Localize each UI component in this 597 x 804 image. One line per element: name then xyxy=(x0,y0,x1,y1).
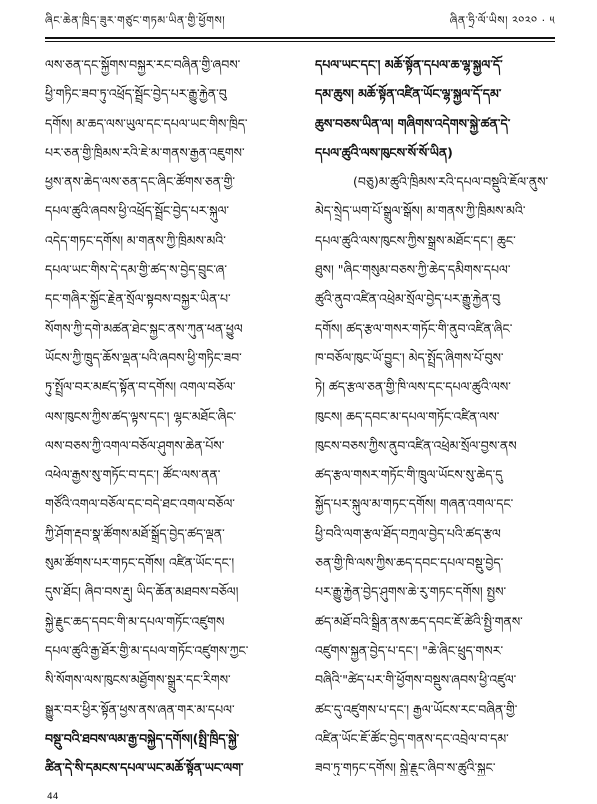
text-line: ཚད་མཐོ་བའི་སྒྲིན་ནས་ཆད་དབང་ཇོ་ཚེའི་སྤྱི་གནས་ xyxy=(315,613,523,629)
text-line: ཁུངས་བཅས་ཀྱིས་ནུབ་འཛིན་འཕྲེམ་སྲོལ་བྱས་ནས xyxy=(315,437,517,453)
text-line: ཏེ། ཚད་རྩལ་ཅན་གྱི་ཁི་ལས་དང་དཔལ་ཚུའི་ལས་ xyxy=(315,379,511,395)
text-line: ཆུས་བཅས་ཡིན་ལ། གཞིགས་འདེགས་སྐྱེ་ཚན་དེ་ xyxy=(315,115,511,131)
text-line: སྐྱོད་པར་སྐུལ་མ་གཏང་དགོས། གཞན་འགལ་དང་ xyxy=(315,496,514,512)
header-rule-thick xyxy=(45,37,555,39)
text-line: སྒྱུར་བར་ཕྱིར་སྟོན་ཕྱས་ནས་ཞན་གར་མ་དཔལ་ xyxy=(45,701,235,717)
text-line: དམ་ཆུས། མཆོ་སྟོན་འཛིན་ཡོང་ལྷ་སྐྱལ་དོ་དམ་ xyxy=(315,86,502,102)
text-line: པར་ཅན་གྱི་ཁྲིམས་རའི་ཇེ་མ་གནས་རྒྱན་འཇུགས་ xyxy=(45,144,245,160)
text-line: དཔལ་ཚུའི་རྒྱ་ཐོར་གྱི་མ་དཔལ་གཏོང་འཛུགས་ཀྱང་ xyxy=(45,642,249,658)
text-line: ཕྱི་གཏིང་ཟབ་ཏུ་འཕྲོད་སྦྲོང་བྱེད་པར་རྒྱུ་རྐྱེན་བུ xyxy=(45,86,227,102)
left-text-column xyxy=(45,50,285,776)
text-line: ཚང་དུ་འཛུགས་པ་དང་། རྒྱལ་ཡོངས་རང་བཞིན་གྱི་ xyxy=(315,701,518,717)
text-line: འདེད་གཏང་དགོས། མ་གནས་ཀྱི་ཁྲིམས་མའི་ xyxy=(45,232,226,248)
text-line: ལས་ཁུངས་ཀྱིས་ཚད་ལྟས་དང་། ལྷང་མཐོང་ཞིང་ xyxy=(45,408,237,424)
text-line: ཏུ་སྤྲོལ་བར་མཛད་སྟོན་བ་དགོས། འགལ་བཅོལ་ xyxy=(45,379,236,395)
text-line: དཔལ་ཡང་དང་། མཆོ་སྟོན་དཔལ་ཆ་ལྷ་སྐྱལ་དོ་ xyxy=(315,57,503,72)
text-line: འཛུགས་སྐྱན་བྱེད་པ་དང་། "ཆེ་ཞིང་ཕྲུད་གསར་ xyxy=(315,642,504,658)
text-line: ཅན་གྱི་ཁི་ལས་ཀྱིས་ཆད་དབང་དཔལ་བསྡུ་བྱེད་ xyxy=(315,555,504,571)
text-line: དགོས། ཚད་རྩལ་གསར་གཏོང་གི་ནུབ་འཛིན་ཞིང་ xyxy=(315,320,513,336)
text-line: ཡོངས་ཀྱི་ཁྲུད་ཆོས་ལྡན་པའི་ཞབས་ཕྱི་གཏིང་ཟབ་ xyxy=(45,349,242,365)
text-line: འཕེལ་རྒྱས་སུ་གཏོང་བ་དང་། ཚོང་ལས་ནན་ xyxy=(45,467,221,483)
text-line: སི་སོགས་ལས་ཁུངས་མཐྱོགས་སྒྲུར་དང་རིགས་ xyxy=(45,672,231,688)
text-line: དཔལ་ཡང་གིས་དེ་དམ་གྱི་ཚད་ས་བྱེད་བྲུང་ཞ་ xyxy=(45,262,227,278)
running-header xyxy=(45,10,555,36)
text-line: དང་གཞིར་སྐྱོང་རྗེན་སྲོལ་སྟབས་བསྐྱར་ཡིན་པ་ xyxy=(45,291,231,307)
text-line: ཁ་བཅོལ་ཁུང་ཡོ་བྱུང་། མེད་སྤྲོད་ཞིགས་པོ་བུས་ xyxy=(315,349,504,365)
text-line: (བཅུ)མ་ཚུའི་ཁྲིམས་རའི་དཔལ་བསྡུའི་ཇོལ་ནུས་ xyxy=(353,174,549,190)
text-line: སོགས་ཀྱི་དགེ་མཚན་ཐེང་སྐྱང་ནས་ཀུན་ཕན་ཕྱུལ xyxy=(45,320,243,336)
header-rule-thin xyxy=(45,41,555,42)
header-title: ཞིང་ཆེན་ཁྲིད་ཟུར་གཙུང་གཏམ་ཡིན་གྱི་ཕྱོགས། xyxy=(45,13,226,27)
text-line: ཚིན་དེ་སི་དམངས་དཔལ་ཡང་མཆོ་སྟོན་ཡང་ལག་ xyxy=(45,760,244,776)
text-line: ཚུའི་ནུབ་འཛིན་འཕྲེམ་སྲོལ་བྱེད་པར་རྒྱུ་རྐྱེན་བུ xyxy=(315,291,501,307)
text-line: ཀྱི་ཤོག་རྡབ་སྣ་ཚོགས་མཐོ་སྒྲོད་བྱེད་ཚད་ལྡན་ xyxy=(45,525,225,541)
text-line: གཙོའི་འགལ་བཅོལ་དང་བདེ་ཐང་འགལ་བཅོལ་ xyxy=(45,496,235,512)
text-line: སུམ་ཚོགས་པར་གཏང་དགོས། འཛིན་ཡོང་དང་། xyxy=(45,555,235,571)
text-line: དཔལ་ཚུའི་ཞབས་ཕྱི་འཕྲོད་སྦྲོང་བྱེད་པར་སྐུལ་ xyxy=(45,203,230,219)
text-line: སྐྱེ་རྗུང་ཆད་དབང་གི་མ་དཔལ་གཏོང་འཛུགས xyxy=(45,613,225,629)
text-line: པར་རྒྱུ་རྐྱེན་བྱེད་ཤུགས་ཆེ་རུ་གཏང་དགོས། སྤྱས་ xyxy=(315,584,507,600)
text-line: བསྡུ་བའི་ཐབས་ལམ་རྒྱ་བསྐྱེད་དགོས།(སྤྲི་ཁྲིད་སྐྱེ་ xyxy=(45,730,240,746)
text-line: དགོས། མ་ཆད་ལས་ཡུལ་དང་དཔལ་ཡང་གིས་ཁྲིད་ xyxy=(45,115,248,131)
text-line: མེད་སྲྲེད་ཡག་པོ་སྒྲུལ་སྒོས། མ་གནས་ཀྱི་ཁྲིམས་མའི་ xyxy=(315,203,526,219)
text-line: ལས་བཅས་ཀྱི་འགལ་བཅོལ་ཤུགས་ཆེན་པོས་ xyxy=(45,437,225,453)
text-line: དཔལ་ཚུའི་ལས་ཁུངས་སོ་སོ་ཡིན) xyxy=(315,144,453,160)
text-line: ལས་ཅན་དང་སྐྱོགས་བསྐྱར་རང་བཞིན་གྱི་ཞབས་ xyxy=(45,57,241,72)
text-line: ཕྱི་བའི་ལག་རྩལ་ཐོད་བཀྲལ་བྱེད་པའི་ཚད་རྩལ xyxy=(315,525,501,541)
text-line: ཟབ་ཏུ་གཏང་དགོས། སྐྱེ་རྗུང་ཞིབ་ས་ཚུའི་སྐྱང་ xyxy=(315,760,496,776)
text-line: ཚད་རྩལ་གསར་གཏོང་གི་ཁྲུལ་ཡོངས་སུ་ཆེད་དུ xyxy=(315,467,503,483)
text-line: ཁུངས། ཆད་དབང་མ་དཔལ་གཏོང་འཛིན་ལས་ xyxy=(315,408,500,424)
header-issue: ཞིན་ཧྲི་ལོ་ཡིས། ༢༠༢༠ · ༥ xyxy=(449,13,555,27)
right-text-column xyxy=(315,50,555,776)
text-line: ཕྱས་ནས་ཆེད་ལས་ཅན་དང་ཞིང་ཚོགས་ཅན་གྱི་ xyxy=(45,174,236,190)
page-number: 44 xyxy=(47,792,59,802)
text-line: དུས་ཐོང། ཞིབ་བས་རྡུ། ཡིད་ཆོན་མཐབས་བཅོལ། xyxy=(45,584,239,600)
text-line: ཐུས། "ཞིང་གསུམ་བཅས་ཀྱི་ཆེད་དམིགས་དཔལ་ xyxy=(315,262,511,278)
text-line: བཞིའི་"ཚེད་པར་གི་ཕྱོགས་བསྡུས་ཞབས་ཕྱི་འཛུལ་ xyxy=(315,672,517,688)
text-line: དཔལ་ཚུའི་ལས་ཁུངས་ཀྱིས་སྒྲས་མཐོང་དང་། ཆུང་ xyxy=(315,232,516,248)
text-line: འཛིན་ཡོང་ཇོ་ཚོང་བྱེད་གནས་དང་འབྲེལ་བ་དམ་ xyxy=(315,730,509,746)
